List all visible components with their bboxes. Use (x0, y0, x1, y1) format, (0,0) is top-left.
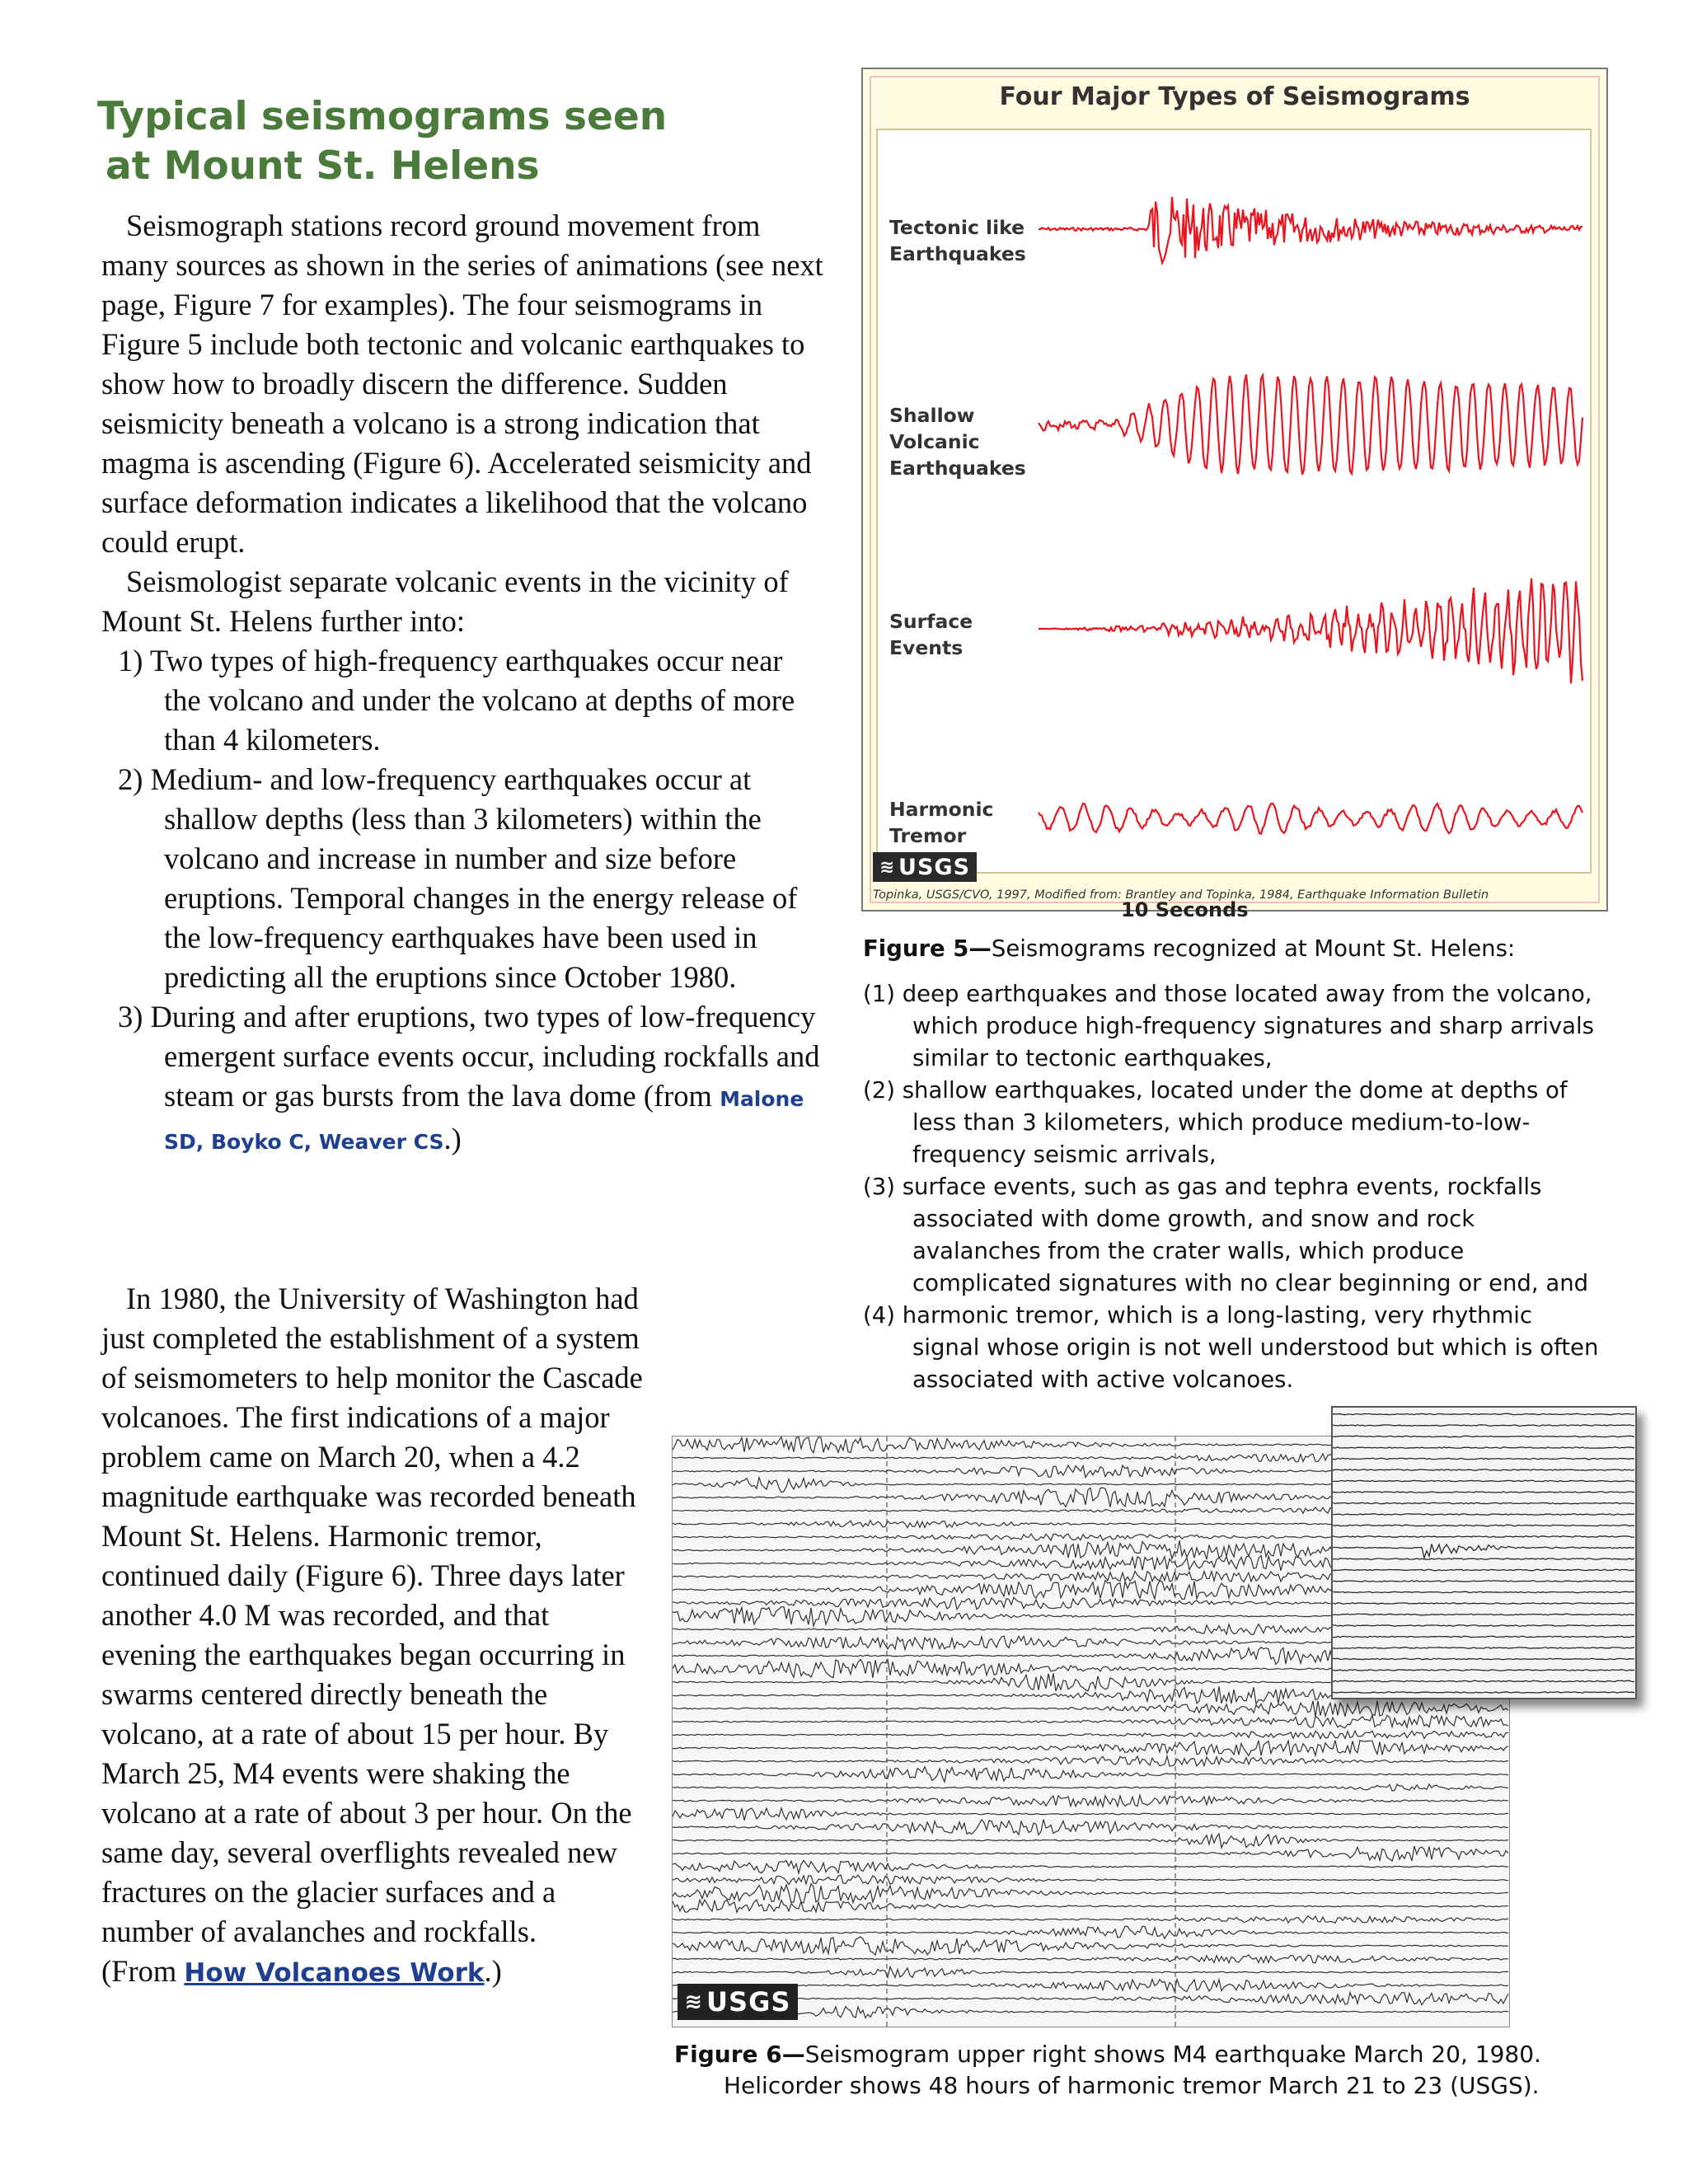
seismogram-traces (878, 130, 1590, 872)
inset-line (1333, 1636, 1634, 1637)
time-scale-label: 10 Seconds (1121, 898, 1249, 921)
inset-line (1333, 1680, 1634, 1681)
trace-shallow-volcanic (1039, 374, 1582, 474)
figure-5-credit: Topinka, USGS/CVO, 1997, Modified from: Brantley and Topinka, 1984, Earthquake Information Bulletin (873, 888, 1489, 902)
figure-6-caption-line-2: Helicorder shows 48 hours of harmonic tremor March 21 to 23 (USGS). (724, 2072, 1540, 2099)
helicorder-line (673, 1808, 1508, 1821)
title-line-2: at Mount St. Helens (106, 143, 540, 189)
label-shallow-volcanic: Shallow Volcanic Earthquakes (889, 404, 1026, 480)
inset-line (1333, 1625, 1634, 1626)
usgs-logo: ≋ USGS (873, 852, 977, 882)
helicorder-line (673, 1993, 1508, 2005)
inset-line (1333, 1502, 1634, 1503)
inset-line (1333, 1692, 1634, 1693)
body-text-upper (101, 206, 827, 1162)
trace-harmonic-tremor (1039, 804, 1582, 834)
helicorder-line (673, 1884, 1508, 1903)
inset-line (1333, 1525, 1634, 1526)
paragraph-3: In 1980, the University of Washington had just completed the establishment of a system of seismometers to help monitor the Cascade volcanoes. The first indications of a major problem came on March 20, when a 4.2 magnitude earthquake was recorded beneath Mount St. Helens. Harmonic tremor, continued daily (Figure 6). Three days later another 4.0 M was recorded, and that evening the earthquakes began occurring in swarms centered directly beneath the volcano, at a rate of about 15 per hour. By March 25, M4 events were shaking the volcano at a rate of about 3 per hour. On the same day, several overflights revealed new fractures on the glacier surfaces and a number of avalanches and rockfalls. (101, 1282, 643, 1948)
caption-item-3: (3) surface events, such as gas and tephra events, rockfalls associated with dome growth, and snow and rock avalanches from the crater walls, which produce complicated signatures with no clear beginning or end, and (863, 1174, 1589, 1296)
helicorder-line (673, 1834, 1508, 1848)
figure-5-caption (863, 933, 1605, 1396)
inset-line (1333, 1514, 1634, 1515)
inset-line (1333, 1492, 1634, 1493)
helicorder-line (673, 1955, 1508, 1963)
helicorder-line (673, 1980, 1508, 1992)
helicorder-line (673, 1795, 1508, 1807)
inset-line (1333, 1447, 1634, 1448)
caption-item-4: (4) harmonic tremor, which is a long-lasting, very rhythmic signal whose origin is not well understood but which is often associated with active volcanoes. (863, 1302, 1599, 1393)
list-item-3-text: 3) During and after eruptions, two types of low-frequency emergent surface events occur, including rockfalls and steam or gas bursts from the lava dome (from (118, 1000, 820, 1113)
helicorder-line (673, 1937, 1508, 1955)
trace-surface-events (1039, 579, 1582, 684)
label-tectonic: Tectonic like Earthquakes (889, 216, 1026, 265)
inset-traces (1333, 1408, 1635, 1698)
figure-5-title: Four Major Types of Seismograms (999, 82, 1470, 111)
figure-6-earthquake-inset (1331, 1406, 1637, 1699)
inset-line (1333, 1581, 1634, 1582)
helicorder-line (673, 2007, 1508, 2018)
caption-item-1: (1) deep earthquakes and those located away from the volcano, which produce high-frequency signatures and sharp arrivals similar to tectonic earthquakes, (863, 981, 1594, 1071)
inset-line (1333, 1458, 1634, 1459)
caption-item-2: (2) shallow earthquakes, located under the dome at depths of less than 3 kilometers, which produce medium-to-low-frequency seismic arrivals, (863, 1077, 1568, 1168)
inset-line (1333, 1569, 1634, 1570)
inset-line (1333, 1591, 1634, 1592)
helicorder-line (673, 1820, 1508, 1835)
helicorder-line (673, 1767, 1508, 1783)
paragraph-2: Seismologist separate volcanic events in the vicinity of Mount St. Helens further into: (101, 565, 789, 638)
helicorder-line (673, 1926, 1508, 1938)
paragraph-1: Seismograph stations record ground movement from many sources as shown in the series of animations (see next page, Figure 7 for examples). The four seismograms in Figure 5 include both tectonic and volcanic earthquakes to show how to broadly discern the difference. Sudden seismicity beneath a volcano is a strong indication that magma is ascending (Figure 6). Accelerated seismicity and surface deformation indicates a likelihood that the volcano could erupt. (101, 209, 823, 559)
inset-line (1333, 1603, 1634, 1604)
inset-line (1333, 1469, 1634, 1470)
label-surface-events: Surface Events (889, 610, 973, 659)
figure-5-caption-heading: Figure 5—Seismograms recognized at Mount St. Helens: (863, 935, 1516, 962)
inset-line (1333, 1614, 1634, 1615)
helicorder-line (673, 1715, 1508, 1728)
title-line-1: Typical seismograms seen (97, 94, 668, 139)
inset-line (1333, 1658, 1634, 1659)
inset-line (1333, 1536, 1634, 1537)
helicorder-line (673, 1846, 1508, 1861)
figure-6-caption-line-1: Figure 6—Seismogram upper right shows M4 earthquake March 20, 1980. (674, 2041, 1541, 2068)
helicorder-line (673, 1784, 1508, 1791)
usgs-waves-icon: ≋ (879, 856, 896, 878)
inset-line (1333, 1413, 1634, 1414)
usgs-waves-icon: ≋ (684, 1990, 704, 2014)
list-item-2: 2) Medium- and low-frequency earthquakes occur at shallow depths (less than 3 kilometers) within the volcano and increase in number and size before eruptions. Temporal changes in the energy release of the low-frequency earthquakes have been used in predicting all the eruptions since October 1980. (118, 762, 798, 994)
helicorder-line (673, 1916, 1508, 1924)
usgs-logo-figure-6: ≋ USGS (678, 1984, 798, 2020)
helicorder-line (673, 1731, 1508, 1739)
how-volcanoes-work-link[interactable]: How Volcanoes Work (184, 1958, 485, 1988)
inset-line (1333, 1558, 1634, 1559)
helicorder-line (673, 1967, 1508, 1978)
inset-line (1333, 1425, 1634, 1426)
body-text-lower (101, 1279, 645, 1993)
helicorder-line (673, 1741, 1508, 1756)
inset-line (1333, 1670, 1634, 1671)
figure-6-caption (674, 2039, 1614, 2102)
inset-line (1333, 1544, 1634, 1558)
inset-line (1333, 1480, 1634, 1481)
malone-citation-link[interactable]: Malone SD, Boyko C, Weaver CS (164, 1087, 804, 1154)
trace-tectonic (1039, 197, 1582, 263)
helicorder-line (673, 1756, 1508, 1766)
list-item-3 (101, 997, 827, 1162)
paragraph-3-source: (From How Volcanoes Work.) (101, 1954, 502, 1988)
helicorder-line (673, 1900, 1508, 1912)
article-title (97, 92, 667, 191)
figure-5-seismograms (861, 68, 1608, 921)
helicorder-line (673, 1701, 1508, 1717)
list-item-3-end: .) (443, 1122, 462, 1155)
helicorder-line (673, 1875, 1508, 1885)
inset-line (1333, 1647, 1634, 1648)
helicorder-line (673, 1860, 1508, 1873)
label-harmonic-tremor: Harmonic Tremor (889, 798, 994, 847)
list-item-1: 1) Two types of high-frequency earthquakes occur near the volcano and under the volcano at depths of more than 4 kilometers. (118, 644, 795, 757)
